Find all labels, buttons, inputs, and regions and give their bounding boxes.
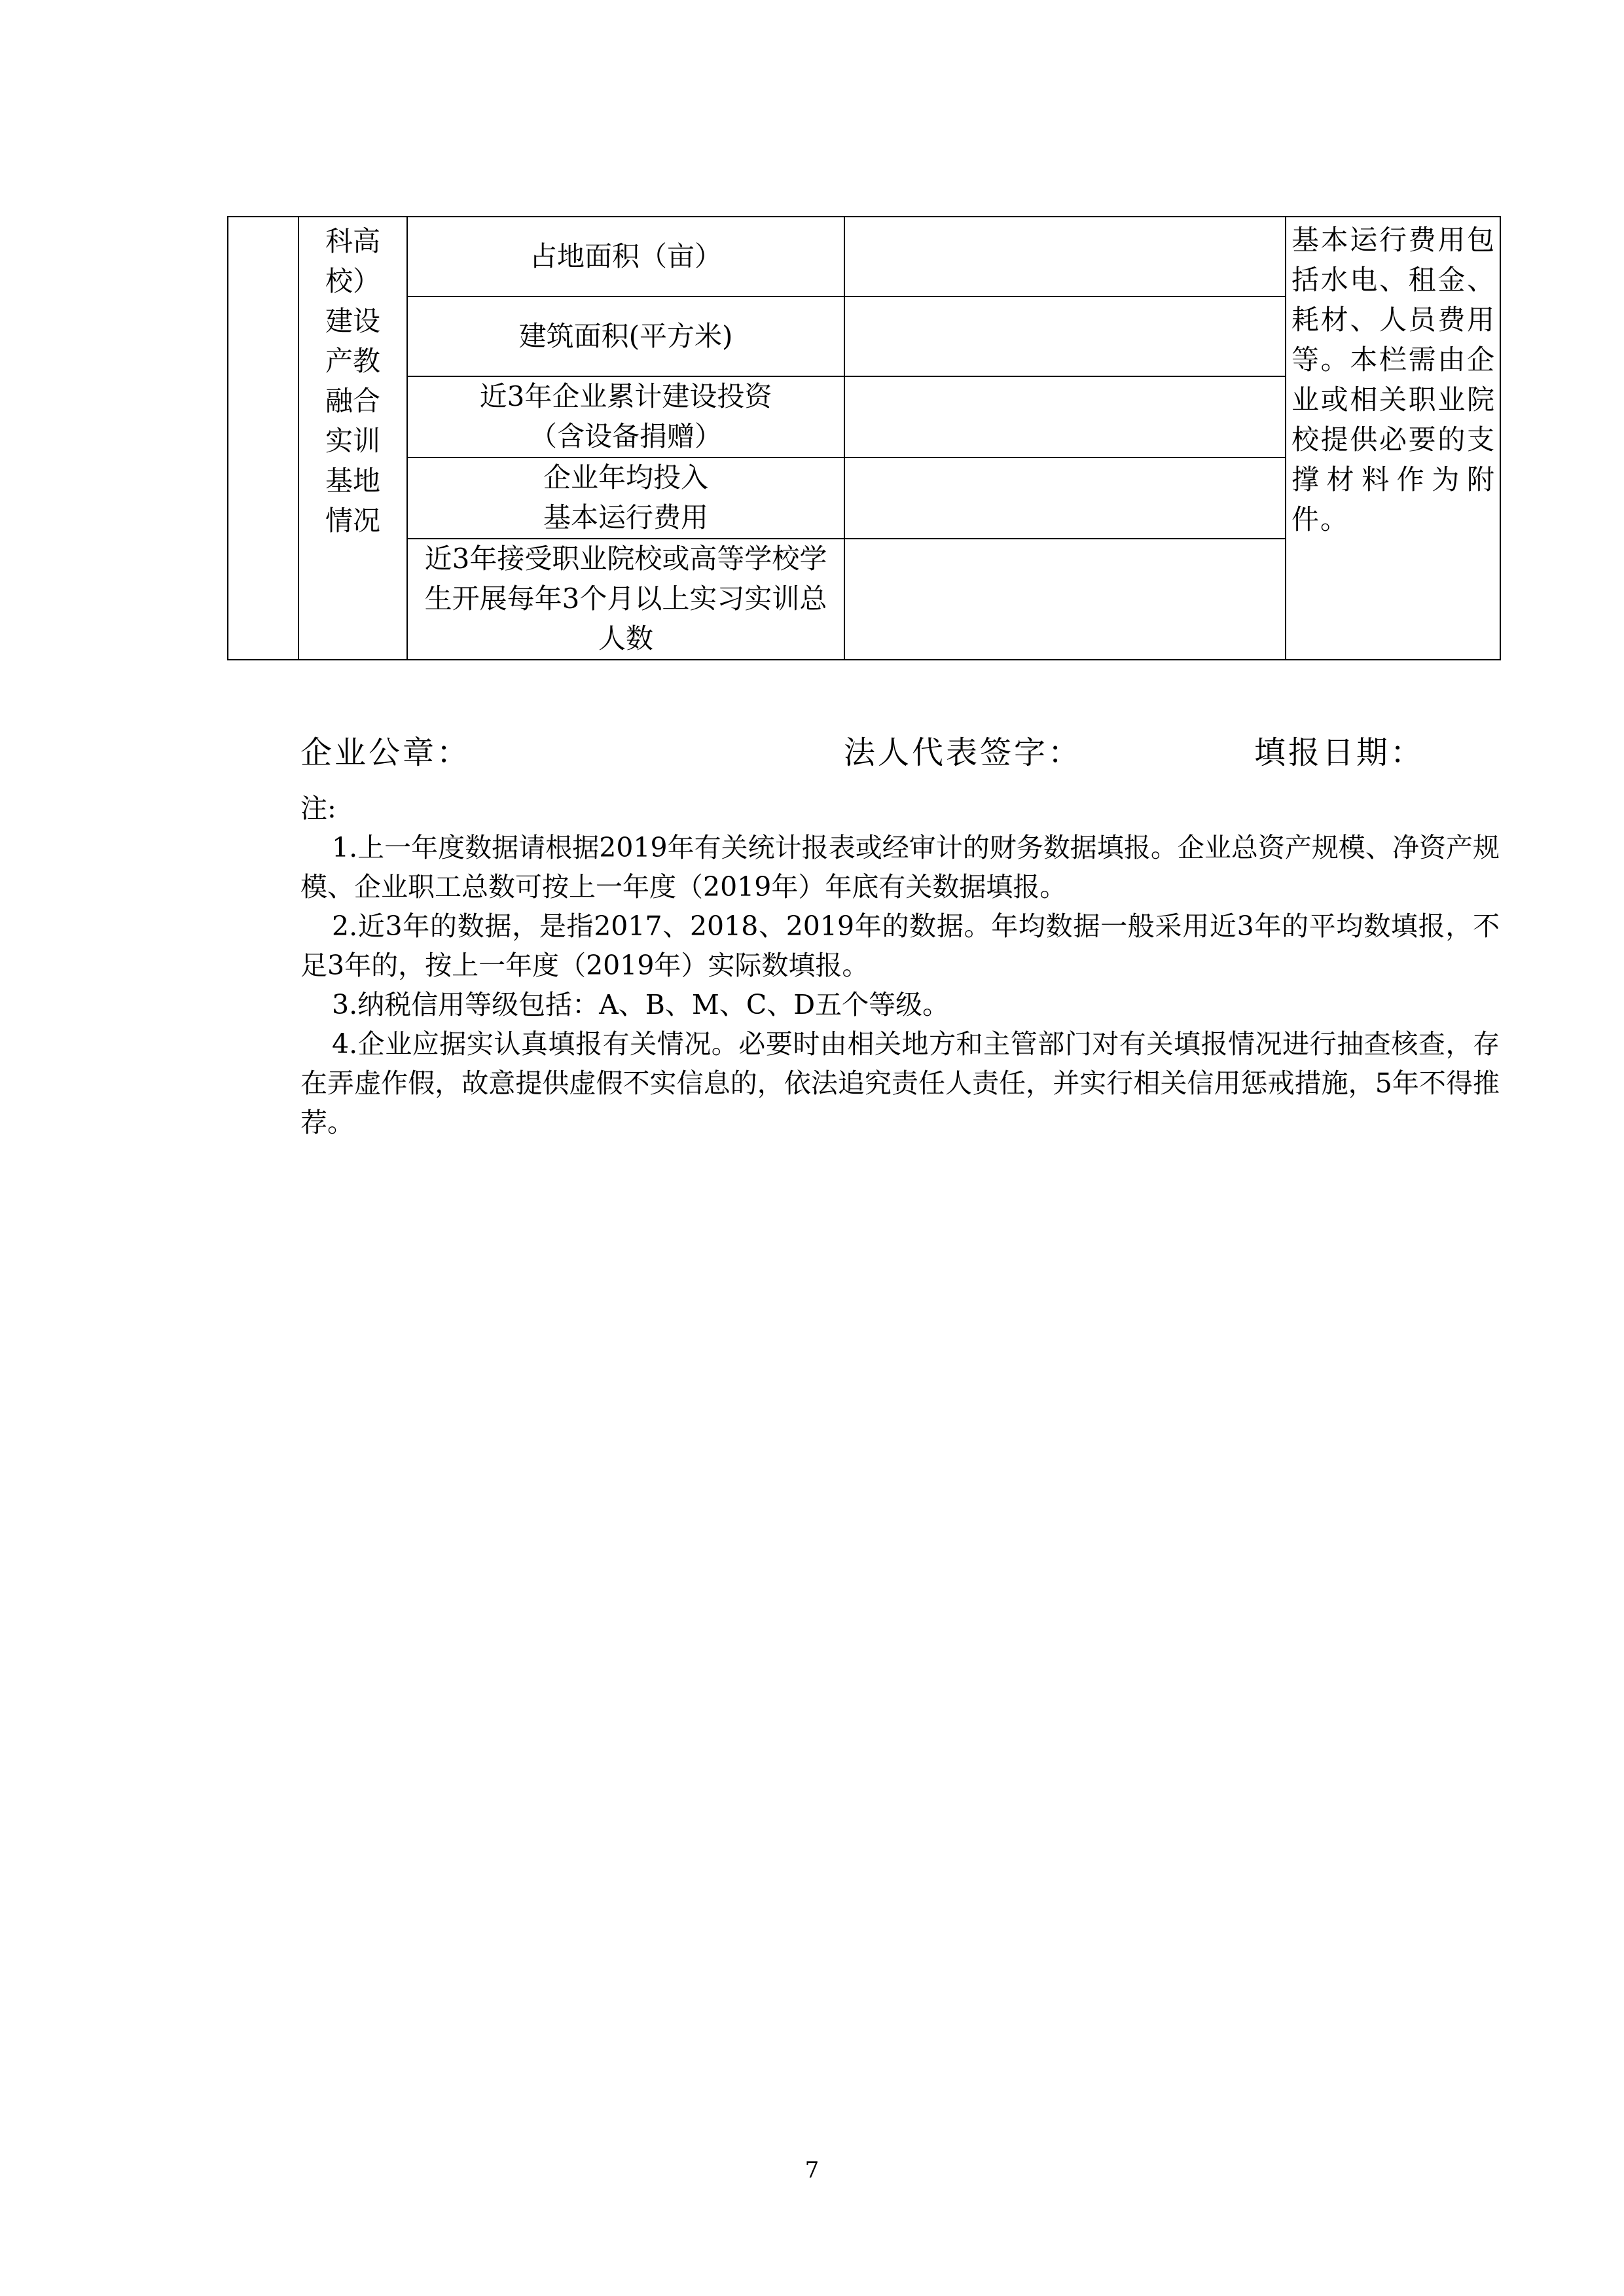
company-seal-label: 企业公章： [300,734,471,771]
item-label: 建筑面积(平方米) [518,319,733,352]
value-cell-land-area[interactable] [844,217,1286,296]
item-cell [407,296,844,376]
notes-title: 注: [300,793,336,824]
item-cell [407,217,844,296]
note-item: 3.纳税信用等级包括：A、B、M、C、D五个等级。 [332,989,950,1020]
note-item: 1.上一年度数据请根据2019年有关统计报表或经审计的财务数据填报。企业总资产规模、净资产规模、企业职工总数可按上一年度（2019年）年底有关数据填报。 [300,832,1500,903]
notes-section [300,789,1500,1142]
item-label: 近3年接受职业院校或高等学校学生开展每年3个月以上实习实训总人数 [424,543,827,655]
value-cell-running-cost[interactable] [844,457,1286,539]
item-cell [407,457,844,539]
page-number: 7 [804,2157,820,2183]
item-label-line: 基本运行费用 [543,501,708,533]
remark-cell [1286,217,1500,660]
item-cell [407,539,844,660]
value-cell-intern-count[interactable] [844,539,1286,660]
fill-date-label: 填报日期： [1254,734,1425,771]
category-label: 科高校）建设产教融合实训基地情况 [325,225,380,537]
table-row [228,217,1500,296]
category-cell [298,217,407,660]
row-number-cell [228,217,298,660]
item-cell [407,376,844,457]
item-label-line: 企业年均投入 [543,461,708,494]
training-base-table [227,216,1501,660]
item-label-line: （含设备捐赠） [529,420,722,452]
note-item: 4.企业应据实认真填报有关情况。必要时由相关地方和主管部门对有关填报情况进行抽查核查，存在弄虚作假，故意提供虚假不实信息的，依法追究责任人责任，并实行相关信用惩戒措施，5年不得推荐。 [300,1028,1500,1138]
item-label-line: 近3年企业累计建设投资 [479,380,772,413]
remark-text: 基本运行费用包括水电、租金、耗材、人员费用等。本栏需由企业或相关职业院校提供必要的支撑材料作为附件。 [1291,224,1496,535]
value-cell-investment[interactable] [844,376,1286,457]
legal-representative-label: 法人代表签字： [844,734,1083,771]
value-cell-building-area[interactable] [844,296,1286,376]
note-item: 2.近3年的数据，是指2017、2018、2019年的数据。年均数据一般采用近3年的平均数填报，不足3年的，按上一年度（2019年）实际数填报。 [300,910,1500,981]
item-label: 占地面积（亩） [529,240,722,272]
